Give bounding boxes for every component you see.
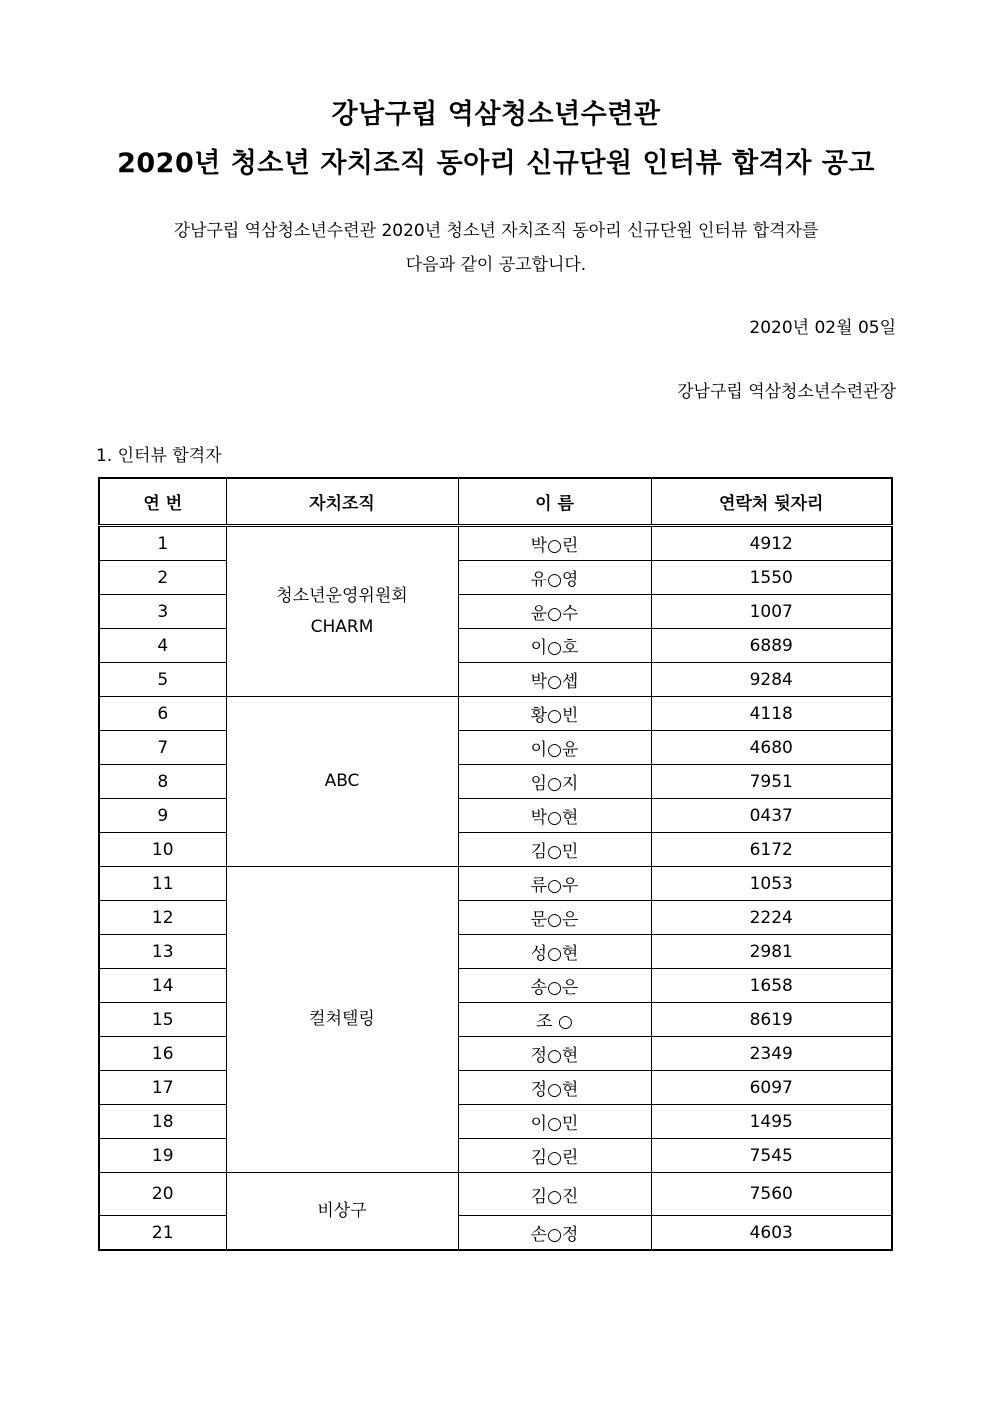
row-number: 20	[99, 1173, 226, 1216]
organization-name: CHARM	[310, 616, 374, 637]
member-name: 이○호	[458, 629, 651, 663]
header-organization: 자치조직	[226, 478, 458, 526]
phone-last-digits: 4118	[651, 697, 892, 731]
table-row	[99, 1216, 892, 1251]
row-number: 10	[99, 833, 226, 867]
intro-text-line2: 다음과 같이 공고합니다.	[405, 255, 587, 275]
organization-name: ABC	[324, 771, 360, 791]
row-number: 4	[99, 629, 226, 663]
member-name: 정○현	[458, 1071, 651, 1105]
row-number: 12	[99, 901, 226, 935]
member-name: 박○셉	[458, 663, 651, 697]
organization-cell	[226, 526, 458, 697]
table-row	[99, 629, 892, 663]
phone-last-digits: 4680	[651, 731, 892, 765]
phone-last-digits: 2349	[651, 1037, 892, 1071]
table-row	[99, 1037, 892, 1071]
table-row	[99, 1003, 892, 1037]
announcement-date: 2020년 02월 05일	[749, 318, 896, 338]
member-name: 황○빈	[458, 697, 651, 731]
row-number: 13	[99, 935, 226, 969]
phone-last-digits: 1550	[651, 561, 892, 595]
member-name: 윤○수	[458, 595, 651, 629]
page-subtitle: 2020년 청소년 자치조직 동아리 신규단원 인터뷰 합격자 공고	[117, 148, 875, 179]
member-name: 김○린	[458, 1139, 651, 1173]
header-name: 이 름	[458, 478, 651, 526]
table-row	[99, 1139, 892, 1173]
phone-last-digits: 1053	[651, 867, 892, 901]
member-name: 유○영	[458, 561, 651, 595]
member-name: 손○정	[458, 1216, 651, 1251]
member-name: 임○지	[458, 765, 651, 799]
table-row	[99, 663, 892, 697]
header-phone: 연락처 뒷자리	[651, 478, 892, 526]
row-number: 3	[99, 595, 226, 629]
table-row	[99, 561, 892, 595]
member-name: 류○우	[458, 867, 651, 901]
organization-name: 비상구	[317, 1200, 367, 1221]
member-name: 송○은	[458, 969, 651, 1003]
table-row	[99, 731, 892, 765]
member-name: 김○민	[458, 833, 651, 867]
phone-last-digits: 1658	[651, 969, 892, 1003]
row-number: 19	[99, 1139, 226, 1173]
table-row	[99, 1105, 892, 1139]
row-number: 6	[99, 697, 226, 731]
phone-last-digits: 7560	[651, 1173, 892, 1216]
member-name: 조 ○	[458, 1003, 651, 1037]
phone-last-digits: 7951	[651, 765, 892, 799]
organization-name: 청소년운영위원회	[276, 585, 408, 606]
phone-last-digits: 6889	[651, 629, 892, 663]
phone-last-digits: 6097	[651, 1071, 892, 1105]
phone-last-digits: 4603	[651, 1216, 892, 1251]
member-name: 이○민	[458, 1105, 651, 1139]
table-row	[99, 969, 892, 1003]
table-row	[99, 935, 892, 969]
table-row	[99, 901, 892, 935]
table-row	[99, 595, 892, 629]
phone-last-digits: 8619	[651, 1003, 892, 1037]
member-name: 이○윤	[458, 731, 651, 765]
row-number: 16	[99, 1037, 226, 1071]
table-row	[99, 799, 892, 833]
page-title: 강남구립 역삼청소년수련관	[331, 99, 661, 130]
table-row	[99, 765, 892, 799]
table-body	[99, 526, 892, 1251]
row-number: 5	[99, 663, 226, 697]
table-row	[99, 1173, 892, 1216]
row-number: 11	[99, 867, 226, 901]
section-title: 1. 인터뷰 합격자	[96, 446, 222, 466]
row-number: 7	[99, 731, 226, 765]
organization-cell	[226, 867, 458, 1173]
row-number: 14	[99, 969, 226, 1003]
table-row	[99, 526, 892, 561]
table-row	[99, 697, 892, 731]
phone-last-digits: 0437	[651, 799, 892, 833]
results-table	[98, 477, 893, 1251]
row-number: 17	[99, 1071, 226, 1105]
header-number: 연 번	[99, 478, 226, 526]
phone-last-digits: 2224	[651, 901, 892, 935]
table-row	[99, 1071, 892, 1105]
table-row	[99, 833, 892, 867]
organization-cell	[226, 1173, 458, 1251]
member-name: 박○현	[458, 799, 651, 833]
phone-last-digits: 2981	[651, 935, 892, 969]
row-number: 18	[99, 1105, 226, 1139]
signatory: 강남구립 역삼청소년수련관장	[677, 382, 896, 402]
phone-last-digits: 4912	[651, 526, 892, 561]
table-header-row	[99, 478, 892, 526]
phone-last-digits: 6172	[651, 833, 892, 867]
row-number: 2	[99, 561, 226, 595]
row-number: 21	[99, 1216, 226, 1251]
row-number: 15	[99, 1003, 226, 1037]
phone-last-digits: 9284	[651, 663, 892, 697]
row-number: 1	[99, 526, 226, 561]
intro-text-line1: 강남구립 역삼청소년수련관 2020년 청소년 자치조직 동아리 신규단원 인터뷰 합격자를	[173, 221, 819, 241]
table-row	[99, 867, 892, 901]
member-name: 문○은	[458, 901, 651, 935]
organization-name: 컬쳐텔링	[309, 1009, 375, 1029]
row-number: 9	[99, 799, 226, 833]
organization-cell	[226, 697, 458, 867]
phone-last-digits: 1495	[651, 1105, 892, 1139]
member-name: 정○현	[458, 1037, 651, 1071]
member-name: 박○린	[458, 526, 651, 561]
phone-last-digits: 1007	[651, 595, 892, 629]
phone-last-digits: 7545	[651, 1139, 892, 1173]
row-number: 8	[99, 765, 226, 799]
member-name: 김○진	[458, 1173, 651, 1216]
member-name: 성○현	[458, 935, 651, 969]
